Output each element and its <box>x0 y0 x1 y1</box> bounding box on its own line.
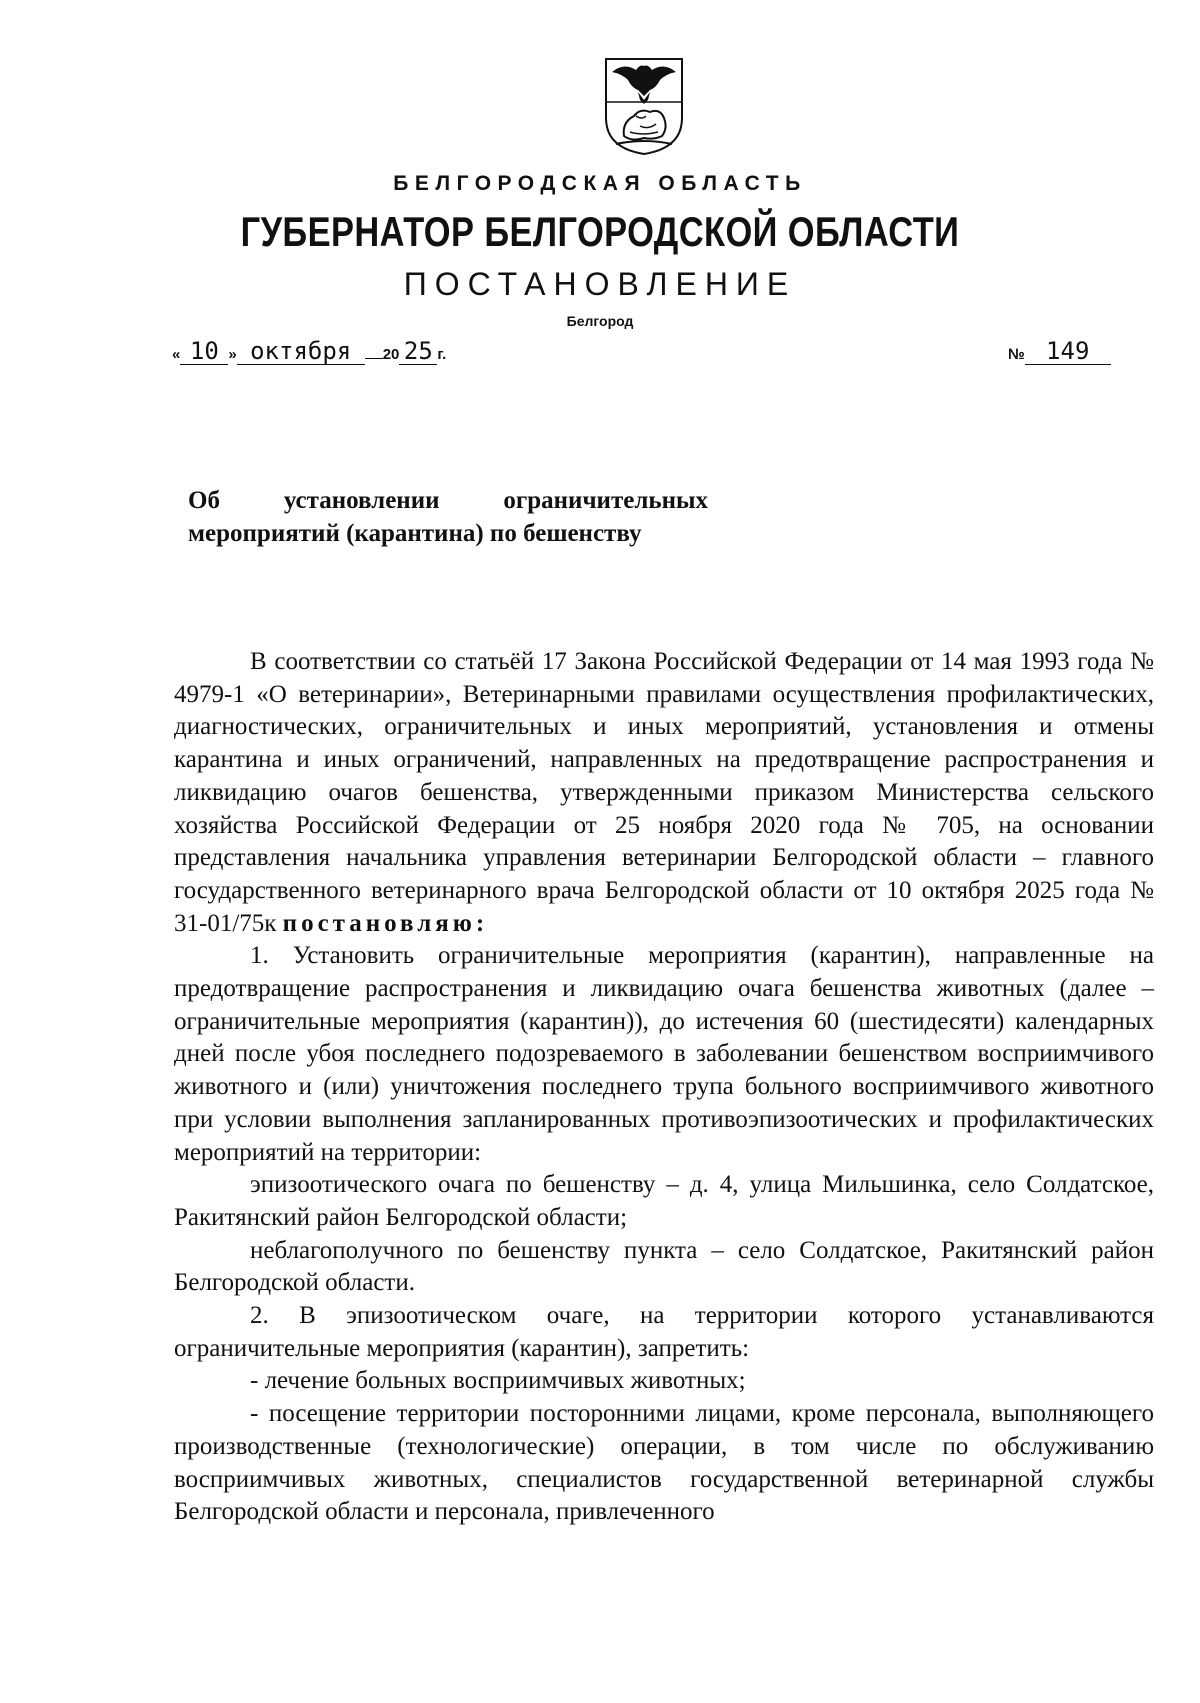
date-year-unit: г. <box>437 346 447 363</box>
date-month: октября <box>237 338 365 365</box>
document-kind: ПОСТАНОВЛЕНИЕ <box>403 266 797 302</box>
date-day: 10 <box>180 338 228 365</box>
date-open-quote: « <box>172 346 181 363</box>
decree-date <box>172 338 446 365</box>
decree-title <box>188 484 708 550</box>
title-line-1: Об установлении ограничительных <box>188 487 708 514</box>
decree-number <box>1008 338 1111 365</box>
number-value: 149 <box>1025 338 1111 365</box>
number-label: № <box>1008 346 1025 363</box>
body-paragraph: 1. Установить ограничительные мероприятия (карантин), направленные на предотвращение распространения и ликвидацию очага бешенства животных (далее – ограничительные мероприятия (карантин)), до истечения 60 (шестидесяти) календарных дней после убоя последнего подозреваемого в заболевании бешенством восприимчивого животного и (или) уничтожения последнего трупа больного восприимчивого животного при условии выполнения запланированных противоэпизоотических и профилактических мероприятий на территории: <box>174 942 1154 1166</box>
resolve-word: постановляю: <box>282 909 489 937</box>
body-paragraph: - посещение территории посторонними лицами, кроме персонала, выполняющего производственные (технологические) операции, в том числе по обслуживанию восприимчивых животных, специалистов государственной ветеринарной службы Белгородской области и персонала, привлеченного <box>174 1400 1154 1526</box>
coat-of-arms-emblem <box>602 56 686 156</box>
body-paragraph: неблагополучного по бешенству пункта – село Солдатское, Ракитянский район Белгородской области. <box>174 1236 1154 1297</box>
body-paragraph: эпизоотического очага по бешенству – д. 4, улица Мильшинка, село Солдатское, Ракитянский район Белгородской области; <box>174 1171 1154 1231</box>
decree-body <box>174 646 1154 1529</box>
body-paragraph: - лечение больных восприимчивых животных; <box>250 1367 746 1395</box>
body-paragraph: 2. В эпизоотическом очаге, на территории которого устанавливаются ограничительные мероприятия (карантин), запретить: <box>174 1302 1154 1362</box>
date-close-quote: » <box>228 346 237 363</box>
region-name: БЕЛГОРОДСКАЯ ОБЛАСТЬ <box>393 172 807 195</box>
title-line-2: мероприятий (карантина) по бешенству <box>188 520 642 547</box>
date-year-suffix: 25 <box>399 338 437 365</box>
preamble-paragraph <box>174 646 1154 940</box>
preamble-text: В соответствии со статьёй 17 Закона Российской Федерации от 14 мая 1993 года № 4979-1 «О ветеринарии», Ветеринарными правилами осуществления профилактических, диагностических, ограничительных и иных мероприятий, установления и отмены карантина и иных ограничений, направленных на предотвращение распространения и ликвидацию очагов бешенства, утвержденными приказом Министерства сельского хозяйства Российской Федерации от 25 ноября 2020 года № 705, на основании представления начальника управления ветеринарии Белгородской области – главного государственного ветеринарного врача Белгородской области от 10 октября 2025 года № 31-01/75к <box>174 648 1154 937</box>
date-year-prefix: 20 <box>382 346 400 363</box>
authority-title: ГУБЕРНАТОР БЕЛГОРОДСКОЙ ОБЛАСТИ <box>240 208 960 255</box>
issue-city: Белгород <box>566 313 634 329</box>
